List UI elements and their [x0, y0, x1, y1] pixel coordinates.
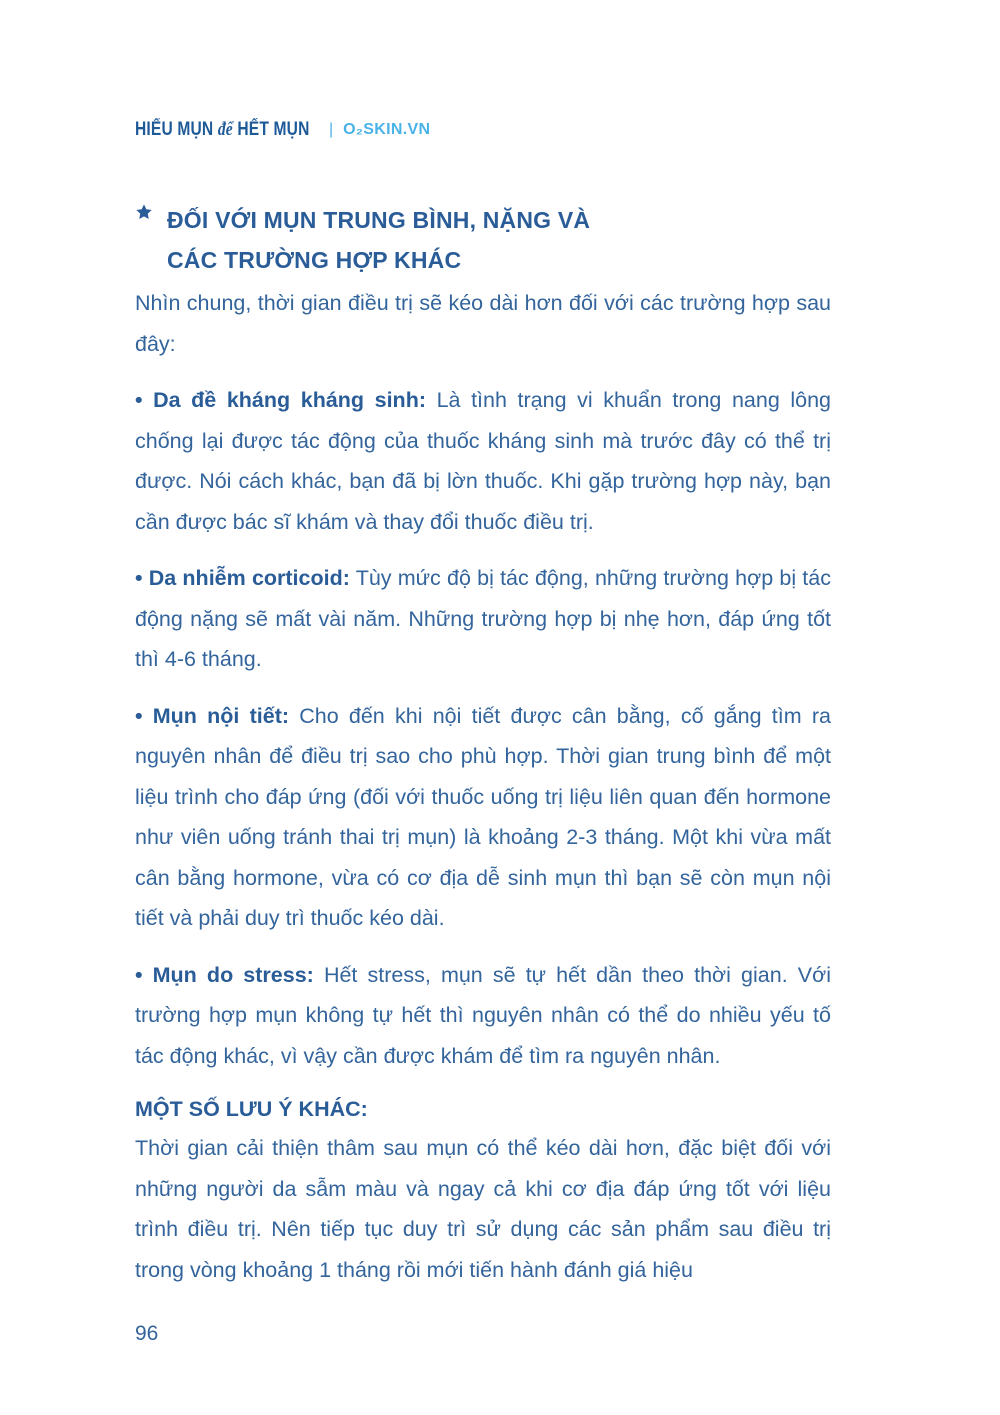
- bullet-paragraph: [135, 696, 831, 939]
- section-heading: [135, 200, 835, 280]
- website-label: O₂SKIN.VN: [343, 121, 431, 138]
- section-heading-text: [167, 200, 835, 280]
- intro-paragraph: Nhìn chung, thời gian điều trị sẽ kéo dài hơn đối với các trường hợp sau đây:: [135, 291, 831, 356]
- star-icon: [135, 203, 153, 221]
- header-separator: |: [329, 121, 334, 138]
- notes-heading: MỘT SỐ LƯU Ý KHÁC:: [135, 1097, 368, 1121]
- book-title-part2: HẾT MỤN: [232, 119, 310, 140]
- bullet-term: • Mụn nội tiết:: [135, 703, 290, 728]
- bullet-term: • Da nhiễm corticoid:: [135, 566, 350, 590]
- book-title-connector: để: [217, 119, 233, 140]
- bullet-term: • Da đề kháng kháng sinh:: [135, 388, 426, 412]
- body-content: [135, 283, 831, 1306]
- bullet-text: Hết stress, mụn sẽ tự hết dần theo thời gian. Với trường hợp mụn không tự hết thì nguyên nhân có thể do nhiều yếu tố tác động khác, vì vậy cần được khám để tìm ra nguyên nhân.: [135, 962, 831, 1068]
- running-header: [135, 116, 430, 144]
- book-title-part1: HIỂU MỤN: [135, 119, 218, 140]
- book-title: [135, 119, 310, 141]
- bullet-text: Cho đến khi nội tiết được cân bằng, cố gắng tìm ra nguyên nhân để điều trị sao cho phù hợp. Thời gian trung bình để một liệu trình cho đáp ứng (đối với thuốc uống trị liệu liên quan đến hormone như viên uống tránh thai trị mụn) là khoảng 2-3 tháng. Một khi vừa mất cân bằng hormone, vừa có cơ địa dễ sinh mụn thì bạn sẽ còn mụn nội tiết và phải duy trì thuốc kéo dài.: [135, 703, 831, 930]
- bullet-paragraph: [135, 558, 831, 680]
- bullet-text: Là tình trạng vi khuẩn trong nang lông chống lại được tác động của thuốc kháng sinh mà trước đây có thể trị được. Nói cách khác, bạn đã bị lờn thuốc. Khi gặp trường hợp này, bạn cần được bác sĩ khám và thay đổi thuốc điều trị.: [135, 388, 832, 534]
- page-number: 96: [135, 1322, 159, 1345]
- bullet-text: Tùy mức độ bị tác động, những trường hợp bị tác động nặng sẽ mất vài năm. Những trường hợp bị nhẹ hơn, đáp ứng tốt thì 4-6 tháng.: [135, 566, 831, 671]
- section-heading-line2: CÁC TRƯỜNG HỢP KHÁC: [167, 247, 462, 273]
- notes-paragraph: Thời gian cải thiện thâm sau mụn có thể kéo dài hơn, đặc biệt đối với những người da sẫm màu và ngay cả khi cơ địa đáp ứng tốt với liệu trình điều trị. Nên tiếp tục duy trì sử dụng các sản phẩm sau điều trị trong vòng khoảng 1 tháng rồi mới tiến hành đánh giá hiệu: [135, 1136, 831, 1282]
- bullet-paragraph: [135, 955, 831, 1077]
- section-heading-line1: ĐỐI VỚI MỤN TRUNG BÌNH, NẶNG VÀ: [167, 207, 591, 233]
- bullet-term: • Mụn do stress:: [135, 962, 314, 987]
- bullet-paragraph: [135, 380, 831, 542]
